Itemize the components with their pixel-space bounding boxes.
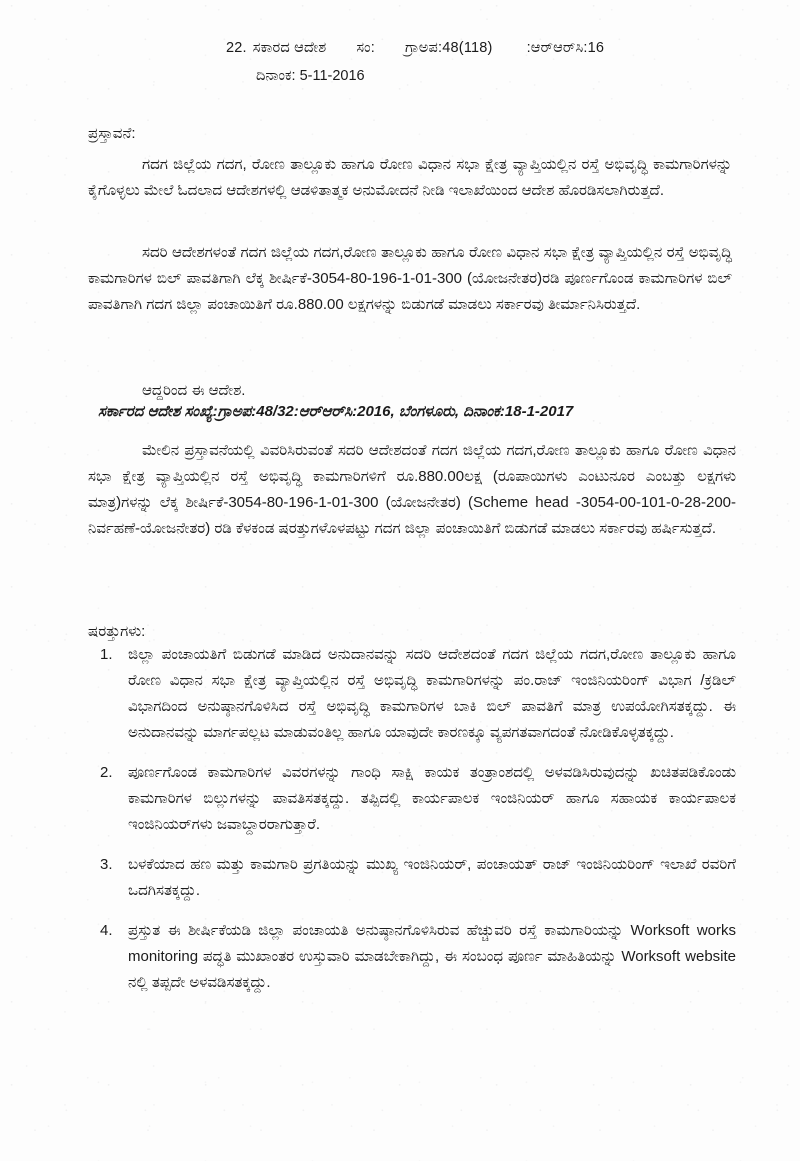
preamble-paragraph-1: ಗದಗ ಜಿಲ್ಲೆಯ ಗದಗ, ರೋಣ ತಾಲ್ಲೂಕು ಹಾಗೂ ರೋಣ ವಿಧಾನ ಸಭಾ ಕ್ಷೇತ್ರ ವ್ಯಾಪ್ತಿಯಲ್ಲಿನ ರಸ್ತೆ ಅಭಿವೃದ್ಧಿ ಕಾಮಗಾರಿಗಳನ್ನು ಕೈಗೊಳ್ಳಲು ಮೇಲೆ ಓದಲಾದ ಆದೇಶಗಳಲ್ಲಿ ಆಡಳಿತಾತ್ಮಕ ಅನುಮೋದನೆ ನೀಡಿ ಇಲಾಖೆಯಿಂದ ಆದೇಶ ಹೊರಡಿಸಲಾಗಿರುತ್ತದೆ. — [88, 156, 732, 199]
conditions-heading: ಷರತ್ತುಗಳು: — [88, 623, 146, 640]
preamble-paragraph-2: ಸದರಿ ಆದೇಶಗಳಂತೆ ಗದಗ ಜಿಲ್ಲೆಯ ಗದಗ,ರೋಣ ತಾಲ್ಲೂಕು ಹಾಗೂ ರೋಣ ವಿಧಾನ ಸಭಾ ಕ್ಷೇತ್ರ ವ್ಯಾಪ್ತಿಯಲ್ಲಿನ ರಸ್ತೆ ಅಭಿವೃದ್ಧಿ ಕಾಮಗಾರಿಗಳ ಬಿಲ್ ಪಾವತಿಗಾಗಿ ಲೆಕ್ಕ ಶೀರ್ಷಿಕೆ-3054-80-196-1-01-300 (ಯೋಜನೇತರ)ರಡಿ ಪೂರ್ಣಗೊಂಡ ಕಾಮಗಾರಿಗಳ ಬಿಲ್ ಪಾವತಿಗಾಗಿ ಗದಗ ಜಿಲ್ಲಾ ಪಂಚಾಯಿತಿಗೆ ರೂ.880.00 ಲಕ್ಷಗಳನ್ನು ಬಿಡುಗಡೆ ಮಾಡಲು ಸರ್ಕಾರವು ತೀರ್ಮಾನಿಸಿರುತ್ತದೆ. — [88, 244, 732, 313]
order-label: ಸಕಾರದ ಆದೇಶ — [252, 40, 327, 56]
order-number-label: ಸಂ: — [356, 40, 375, 56]
condition-item-text: ಪೂರ್ಣಗೊಂಡ ಕಾಮಗಾರಿಗಳ ವಿವರಗಳನ್ನು ಗಾಂಧಿ ಸಾಕ್ಷಿ ಕಾಯಕ ತಂತ್ರಾಂಶದಲ್ಲಿ ಅಳವಡಿಸಿರುವುದನ್ನು ಖಚಿತಪಡಿಕೊಂಡು ಕಾಮಗಾರಿಗಳ ಬಿಲ್ಲುಗಳನ್ನು ಪಾವತಿಸತಕ್ಕದ್ದು. ತಪ್ಪಿದಲ್ಲಿ ಕಾರ್ಯಪಾಲಕ ಇಂಜಿನಿಯರ್ ಹಾಗೂ ಸಹಾಯಕ ಕಾರ್ಯಪಾಲಕ ಇಂಜಿನಿಯರ್‌ಗಳು ಜವಾಬ್ದಾರರಾಗುತ್ತಾರೆ. — [128, 764, 736, 833]
condition-item-text: ಬಳಕೆಯಾದ ಹಣ ಮತ್ತು ಕಾಮಗಾರಿ ಪ್ರಗತಿಯನ್ನು ಮುಖ್ಯ ಇಂಜಿನಿಯರ್, ಪಂಚಾಯತ್ ರಾಜ್ ಇಂಜಿನಿಯರಿಂಗ್ ಇಲಾಖೆ ರವರಿಗೆ ಒದಗಿಸತಕ್ಕದ್ದು. — [128, 856, 736, 899]
order-header — [0, 0, 800, 84]
preamble-paragraph-3: ಆದ್ದರಿಂದ ಈ ಆದೇಶ. — [142, 382, 246, 399]
order-date-value: 5-11-2016 — [299, 68, 365, 84]
conditions-list — [88, 642, 736, 996]
preamble-paragraph-1-block — [88, 152, 732, 204]
order-body-paragraph-block — [88, 438, 736, 542]
condition-item-number: 4. — [100, 922, 113, 939]
order-file-number: ಗ್ರಾಅಪ:48(118) — [404, 40, 493, 56]
order-body-paragraph: ಮೇಲಿನ ಪ್ರಸ್ತಾವನೆಯಲ್ಲಿ ವಿವರಿಸಿರುವಂತೆ ಸದರಿ ಆದೇಶದಂತೆ ಗದಗ ಜಿಲ್ಲೆಯ ಗದಗ,ರೋಣ ತಾಲ್ಲೂಕು ಹಾಗೂ ರೋಣ ವಿಧಾನ ಸಭಾ ಕ್ಷೇತ್ರ ವ್ಯಾಪ್ತಿಯಲ್ಲಿನ ರಸ್ತೆ ಅಭಿವೃದ್ಧಿ ಕಾಮಗಾರಿಗಳಿಗೆ ರೂ.880.00ಲಕ್ಷ (ರೂಪಾಯಿಗಳು ಎಂಟುನೂರ ಎಂಬತ್ತು ಲಕ್ಷಗಳು ಮಾತ್ರ)ಗಳನ್ನು ಲೆಕ್ಕ ಶೀರ್ಷಿಕೆ-3054-80-196-1-01-300 (ಯೋಜನೇತರ) (Scheme head -3054-00-101-0-28-200-ನಿರ್ವಹಣೆ-ಯೋಜನೇತರ) ರಡಿ ಕೆಳಕಂಡ ಷರತ್ತುಗಳೊಳಪಟ್ಟು ಗದಗ ಜಿಲ್ಲಾ ಪಂಚಾಯಿತಿಗೆ ಬಿಡುಗಡೆ ಮಾಡಲು ಸರ್ಕಾರವು ಹರ್ಷಿಸುತ್ತದೆ. — [88, 442, 736, 537]
condition-item — [88, 918, 736, 996]
government-order-heading: ಸರ್ಕಾರದ ಆದೇಶ ಸಂಖ್ಯೆ:ಗ್ರಾಅಪ:48/32:ಆರ್‌ಆರ್‌ಸಿ:2016, ಬೆಂಗಳೂರು, ದಿನಾಂಕ:18-1-2017 — [98, 403, 574, 420]
condition-item — [88, 760, 736, 838]
preamble-heading-block — [88, 122, 288, 146]
condition-item — [88, 642, 736, 746]
condition-item-text: ಜಿಲ್ಲಾ ಪಂಚಾಯತಿಗೆ ಬಿಡುಗಡೆ ಮಾಡಿದ ಅನುದಾನವನ್ನು ಸದರಿ ಆದೇಶದಂತೆ ಗದಗ ಜಿಲ್ಲೆಯ ಗದಗ,ರೋಣ ತಾಲ್ಲೂಕು ಹಾಗೂ ರೋಣ ವಿಧಾನ ಸಭಾ ಕ್ಷೇತ್ರ ವ್ಯಾಪ್ತಿಯಲ್ಲಿನ ರಸ್ತೆ ಅಭಿವೃದ್ಧಿ ಕಾಮಗಾರಿಗಳನ್ನು ಪಂ.ರಾಜ್ ಇಂಜಿನಿಯರಿಂಗ್ ವಿಭಾಗ /ಕ್ರಡಿಲ್ ವಿಭಾಗದಿಂದ ಅನುಷ್ಠಾನಗೊಳಿಸಿದ ರಸ್ತೆ ಅಭಿವೃದ್ಧಿ ಕಾಮಗಾರಿಗಳ ಬಾಕಿ ಬಿಲ್ ಪಾವತಿಗೆ ಮಾತ್ರ ಉಪಯೋಗಿಸತಕ್ಕದ್ದು. ಈ ಅನುದಾನವನ್ನು ಮಾರ್ಗಪಲ್ಲಟ ಮಾಡುವಂತಿಲ್ಲ ಹಾಗೂ ಯಾವುದೇ ಕಾರಣಕ್ಕೂ ವ್ಯಪಗತವಾಗದಂತೆ ನೋಡಿಕೊಳ್ಳತಕ್ಕದ್ದು. — [128, 646, 736, 741]
order-date-label: ದಿನಾಂಕ: — [256, 68, 296, 84]
condition-item-number: 2. — [100, 764, 113, 781]
government-order-heading-block — [98, 400, 758, 424]
condition-item-text: ಪ್ರಸ್ತುತ ಈ ಶೀರ್ಷಿಕೆಯಡಿ ಜಿಲ್ಲಾ ಪಂಚಾಯತಿ ಅನುಷ್ಠಾನಗೊಳಿಸಿರುವ ಹೆಚ್ಚುವರಿ ರಸ್ತೆ ಕಾಮಗಾರಿಯನ್ನು Worksoft works monitoring ಪದ್ಧತಿ ಮುಖಾಂತರ ಉಸ್ತುವಾರಿ ಮಾಡಬೇಕಾಗಿದ್ದು, ಈ ಸಂಬಂಧ ಪೂರ್ಣ ಮಾಹಿತಿಯನ್ನು Worksoft website ನಲ್ಲಿ ತಪ್ಪದೇ ಅಳವಡಿಸತಕ್ಕದ್ದು. — [128, 922, 736, 991]
preamble-heading: ಪ್ರಸ್ತಾವನೆ: — [88, 125, 136, 142]
order-header-line — [226, 40, 800, 56]
conditions-list-block — [88, 642, 736, 996]
condition-item-number: 1. — [100, 646, 113, 663]
order-item-number: 22. — [226, 40, 247, 56]
order-date-line — [226, 68, 800, 84]
condition-item-number: 3. — [100, 856, 113, 873]
preamble-paragraph-2-block — [88, 240, 732, 318]
condition-item — [88, 852, 736, 904]
order-ref-number: :ಆರ್‌ಆರ್‌ಸಿ:16 — [526, 40, 605, 56]
conditions-heading-block — [88, 620, 288, 644]
